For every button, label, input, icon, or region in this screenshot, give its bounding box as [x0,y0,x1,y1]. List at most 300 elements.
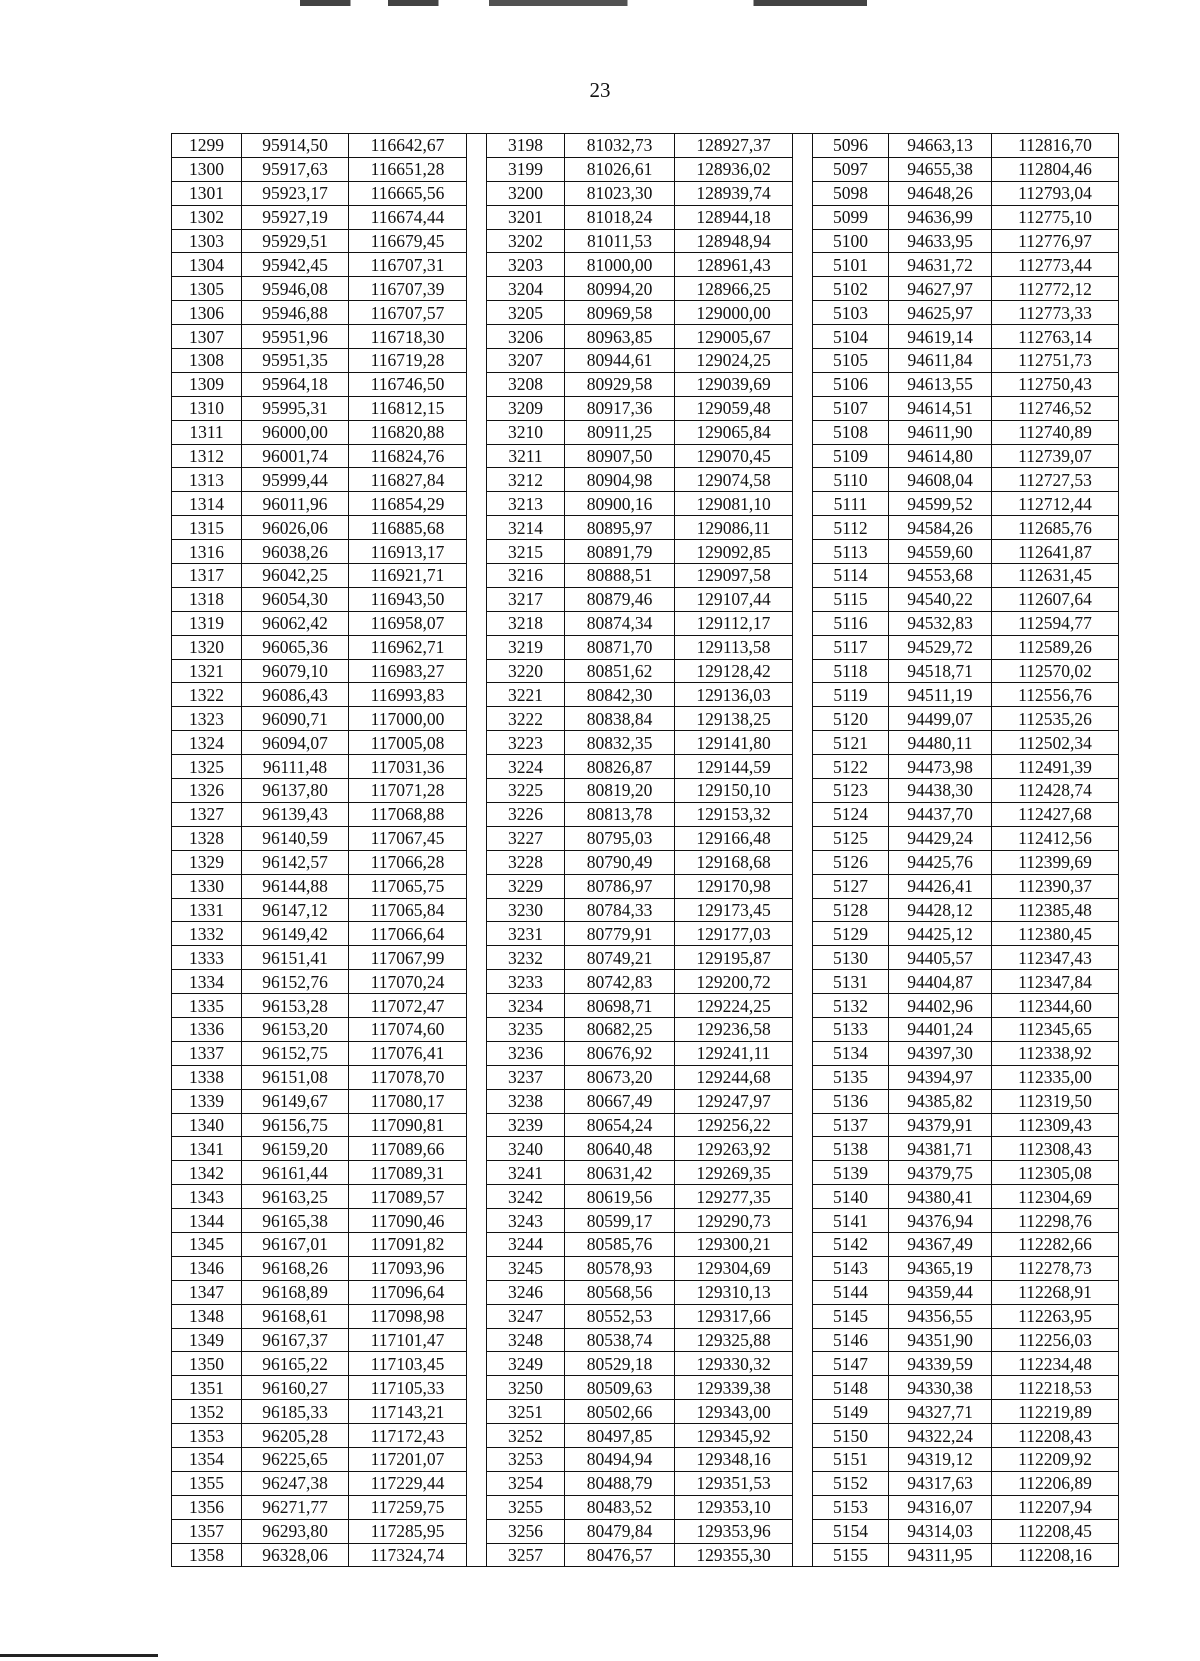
x-coordinate-b-cell: 80911,25 [565,420,675,444]
column-gap [467,707,487,731]
point-number-b-cell: 3228 [487,850,565,874]
y-coordinate-b-cell: 129241,11 [675,1041,793,1065]
column-gap [793,779,813,803]
y-coordinate-a-cell: 117101,47 [349,1328,467,1352]
point-number-a-cell: 1312 [172,444,242,468]
column-gap [793,253,813,277]
x-coordinate-a-cell: 95951,96 [242,325,349,349]
point-number-a-cell: 1355 [172,1471,242,1495]
y-coordinate-a-cell: 116820,88 [349,420,467,444]
point-number-c-cell: 5130 [813,946,889,970]
x-coordinate-c-cell: 94379,75 [889,1161,992,1185]
x-coordinate-a-cell: 96156,75 [242,1113,349,1137]
x-coordinate-b-cell: 80483,52 [565,1495,675,1519]
x-coordinate-a-cell: 96185,33 [242,1400,349,1424]
table-row [172,540,1119,564]
point-number-a-cell: 1324 [172,731,242,755]
point-number-a-cell: 1330 [172,874,242,898]
x-coordinate-a-cell: 96293,80 [242,1519,349,1543]
column-gap [467,492,487,516]
column-gap [467,611,487,635]
y-coordinate-c-cell: 112740,89 [992,420,1119,444]
y-coordinate-b-cell: 129141,80 [675,731,793,755]
point-number-a-cell: 1300 [172,157,242,181]
table-row [172,874,1119,898]
y-coordinate-c-cell: 112309,43 [992,1113,1119,1137]
column-gap [793,635,813,659]
column-gap [793,755,813,779]
column-gap [793,540,813,564]
x-coordinate-c-cell: 94532,83 [889,611,992,635]
table-row [172,683,1119,707]
x-coordinate-a-cell: 96000,00 [242,420,349,444]
y-coordinate-b-cell: 129300,21 [675,1232,793,1256]
y-coordinate-c-cell: 112208,43 [992,1424,1119,1448]
point-number-a-cell: 1308 [172,349,242,373]
y-coordinate-b-cell: 129173,45 [675,898,793,922]
column-gap [467,181,487,205]
x-coordinate-a-cell: 96152,76 [242,970,349,994]
x-coordinate-a-cell: 96140,59 [242,826,349,850]
y-coordinate-b-cell: 129317,66 [675,1304,793,1328]
x-coordinate-a-cell: 95999,44 [242,468,349,492]
column-gap [467,1519,487,1543]
x-coordinate-c-cell: 94611,84 [889,349,992,373]
x-coordinate-b-cell: 80826,87 [565,755,675,779]
column-gap [467,396,487,420]
y-coordinate-a-cell: 117090,81 [349,1113,467,1137]
y-coordinate-c-cell: 112219,89 [992,1400,1119,1424]
point-number-b-cell: 3201 [487,205,565,229]
x-coordinate-c-cell: 94394,97 [889,1065,992,1089]
point-number-a-cell: 1358 [172,1543,242,1567]
column-gap [793,516,813,540]
y-coordinate-b-cell: 129325,88 [675,1328,793,1352]
column-gap [467,1495,487,1519]
table-row [172,970,1119,994]
y-coordinate-a-cell: 116665,56 [349,181,467,205]
column-gap [793,1113,813,1137]
x-coordinate-a-cell: 96165,38 [242,1209,349,1233]
point-number-a-cell: 1318 [172,587,242,611]
column-gap [467,1065,487,1089]
y-coordinate-c-cell: 112727,53 [992,468,1119,492]
point-number-c-cell: 5127 [813,874,889,898]
x-coordinate-c-cell: 94379,91 [889,1113,992,1137]
point-number-a-cell: 1325 [172,755,242,779]
point-number-a-cell: 1323 [172,707,242,731]
point-number-b-cell: 3205 [487,301,565,325]
point-number-a-cell: 1304 [172,253,242,277]
column-gap [467,277,487,301]
x-coordinate-a-cell: 95923,17 [242,181,349,205]
x-coordinate-c-cell: 94614,51 [889,396,992,420]
x-coordinate-b-cell: 80682,25 [565,1017,675,1041]
y-coordinate-a-cell: 117005,08 [349,731,467,755]
column-gap [793,349,813,373]
table-row [172,779,1119,803]
y-coordinate-a-cell: 117089,57 [349,1185,467,1209]
x-coordinate-c-cell: 94404,87 [889,970,992,994]
column-gap [793,1017,813,1041]
y-coordinate-c-cell: 112399,69 [992,850,1119,874]
x-coordinate-a-cell: 95942,45 [242,253,349,277]
x-coordinate-b-cell: 80879,46 [565,587,675,611]
x-coordinate-b-cell: 80842,30 [565,683,675,707]
x-coordinate-a-cell: 95914,50 [242,134,349,158]
column-gap [793,468,813,492]
point-number-a-cell: 1346 [172,1256,242,1280]
y-coordinate-b-cell: 129065,84 [675,420,793,444]
table-row [172,1185,1119,1209]
table-row [172,1113,1119,1137]
x-coordinate-c-cell: 94339,59 [889,1352,992,1376]
x-coordinate-c-cell: 94625,97 [889,301,992,325]
point-number-a-cell: 1337 [172,1041,242,1065]
y-coordinate-a-cell: 116651,28 [349,157,467,181]
x-coordinate-a-cell: 96205,28 [242,1424,349,1448]
column-gap [467,1017,487,1041]
point-number-a-cell: 1334 [172,970,242,994]
y-coordinate-b-cell: 129304,69 [675,1256,793,1280]
column-gap [793,1209,813,1233]
y-coordinate-a-cell: 117078,70 [349,1065,467,1089]
y-coordinate-b-cell: 129144,59 [675,755,793,779]
y-coordinate-b-cell: 129086,11 [675,516,793,540]
y-coordinate-c-cell: 112589,26 [992,635,1119,659]
x-coordinate-a-cell: 96062,42 [242,611,349,635]
coordinate-table [171,133,1119,1567]
y-coordinate-b-cell: 129092,85 [675,540,793,564]
point-number-c-cell: 5119 [813,683,889,707]
column-gap [793,1280,813,1304]
point-number-c-cell: 5145 [813,1304,889,1328]
x-coordinate-b-cell: 80832,35 [565,731,675,755]
x-coordinate-a-cell: 96328,06 [242,1543,349,1567]
y-coordinate-a-cell: 116962,71 [349,635,467,659]
table-row [172,157,1119,181]
x-coordinate-b-cell: 81032,73 [565,134,675,158]
point-number-b-cell: 3235 [487,1017,565,1041]
y-coordinate-c-cell: 112298,76 [992,1209,1119,1233]
y-coordinate-a-cell: 117076,41 [349,1041,467,1065]
column-gap [793,1232,813,1256]
point-number-a-cell: 1322 [172,683,242,707]
table-row [172,181,1119,205]
point-number-c-cell: 5135 [813,1065,889,1089]
point-number-a-cell: 1332 [172,922,242,946]
x-coordinate-b-cell: 80619,56 [565,1185,675,1209]
y-coordinate-c-cell: 112338,92 [992,1041,1119,1065]
column-gap [467,731,487,755]
point-number-c-cell: 5140 [813,1185,889,1209]
column-gap [793,1089,813,1113]
column-gap [467,516,487,540]
point-number-b-cell: 3224 [487,755,565,779]
x-coordinate-c-cell: 94611,90 [889,420,992,444]
column-gap [793,1543,813,1567]
y-coordinate-c-cell: 112304,69 [992,1185,1119,1209]
column-gap [467,564,487,588]
point-number-a-cell: 1319 [172,611,242,635]
point-number-a-cell: 1328 [172,826,242,850]
x-coordinate-b-cell: 80895,97 [565,516,675,540]
point-number-b-cell: 3247 [487,1304,565,1328]
column-gap [793,850,813,874]
point-number-a-cell: 1343 [172,1185,242,1209]
point-number-c-cell: 5112 [813,516,889,540]
column-gap [467,1328,487,1352]
table-row [172,1256,1119,1280]
x-coordinate-a-cell: 95929,51 [242,229,349,253]
point-number-c-cell: 5110 [813,468,889,492]
column-gap [793,134,813,158]
table-row [172,1065,1119,1089]
y-coordinate-c-cell: 112763,14 [992,325,1119,349]
point-number-a-cell: 1348 [172,1304,242,1328]
point-number-c-cell: 5114 [813,564,889,588]
y-coordinate-a-cell: 116642,67 [349,134,467,158]
x-coordinate-b-cell: 80476,57 [565,1543,675,1567]
table-row [172,1376,1119,1400]
y-coordinate-b-cell: 129128,42 [675,659,793,683]
column-gap [793,922,813,946]
x-coordinate-b-cell: 80917,36 [565,396,675,420]
point-number-c-cell: 5102 [813,277,889,301]
y-coordinate-c-cell: 112556,76 [992,683,1119,707]
x-coordinate-c-cell: 94437,70 [889,802,992,826]
x-coordinate-c-cell: 94367,49 [889,1232,992,1256]
table-row [172,1471,1119,1495]
y-coordinate-a-cell: 117068,88 [349,802,467,826]
point-number-b-cell: 3251 [487,1400,565,1424]
y-coordinate-c-cell: 112428,74 [992,779,1119,803]
table-row [172,1232,1119,1256]
y-coordinate-c-cell: 112209,92 [992,1447,1119,1471]
x-coordinate-a-cell: 96165,22 [242,1352,349,1376]
point-number-b-cell: 3255 [487,1495,565,1519]
y-coordinate-a-cell: 117103,45 [349,1352,467,1376]
column-gap [467,229,487,253]
x-coordinate-c-cell: 94351,90 [889,1328,992,1352]
x-coordinate-c-cell: 94480,11 [889,731,992,755]
x-coordinate-c-cell: 94376,94 [889,1209,992,1233]
y-coordinate-a-cell: 116746,50 [349,372,467,396]
table-row [172,1161,1119,1185]
point-number-a-cell: 1336 [172,1017,242,1041]
x-coordinate-b-cell: 80779,91 [565,922,675,946]
x-coordinate-c-cell: 94319,12 [889,1447,992,1471]
column-gap [467,301,487,325]
table-row [172,898,1119,922]
y-coordinate-a-cell: 117201,07 [349,1447,467,1471]
y-coordinate-c-cell: 112751,73 [992,349,1119,373]
table-row [172,564,1119,588]
point-number-a-cell: 1316 [172,540,242,564]
table-row [172,1089,1119,1113]
point-number-a-cell: 1352 [172,1400,242,1424]
point-number-a-cell: 1302 [172,205,242,229]
column-gap [793,1137,813,1161]
point-number-a-cell: 1307 [172,325,242,349]
y-coordinate-b-cell: 129113,58 [675,635,793,659]
point-number-c-cell: 5100 [813,229,889,253]
column-gap [793,731,813,755]
point-number-c-cell: 5126 [813,850,889,874]
column-gap [793,444,813,468]
point-number-b-cell: 3232 [487,946,565,970]
column-gap [467,850,487,874]
x-coordinate-a-cell: 95927,19 [242,205,349,229]
y-coordinate-c-cell: 112750,43 [992,372,1119,396]
point-number-a-cell: 1341 [172,1137,242,1161]
point-number-c-cell: 5148 [813,1376,889,1400]
table-body [172,134,1119,1567]
table-row [172,1447,1119,1471]
x-coordinate-b-cell: 80676,92 [565,1041,675,1065]
x-coordinate-a-cell: 96001,74 [242,444,349,468]
column-gap [467,994,487,1018]
y-coordinate-b-cell: 129059,48 [675,396,793,420]
x-coordinate-b-cell: 80994,20 [565,277,675,301]
y-coordinate-b-cell: 128927,37 [675,134,793,158]
table-row [172,850,1119,874]
point-number-c-cell: 5128 [813,898,889,922]
x-coordinate-c-cell: 94397,30 [889,1041,992,1065]
column-gap [793,1400,813,1424]
column-gap [467,1304,487,1328]
column-gap [793,301,813,325]
point-number-a-cell: 1315 [172,516,242,540]
point-number-b-cell: 3218 [487,611,565,635]
column-gap [793,492,813,516]
y-coordinate-a-cell: 117090,46 [349,1209,467,1233]
y-coordinate-b-cell: 129039,69 [675,372,793,396]
table-row [172,1017,1119,1041]
x-coordinate-c-cell: 94438,30 [889,779,992,803]
column-gap [793,994,813,1018]
column-gap [793,874,813,898]
point-number-b-cell: 3200 [487,181,565,205]
point-number-a-cell: 1342 [172,1161,242,1185]
point-number-a-cell: 1345 [172,1232,242,1256]
x-coordinate-a-cell: 96079,10 [242,659,349,683]
x-coordinate-a-cell: 96139,43 [242,802,349,826]
point-number-b-cell: 3240 [487,1137,565,1161]
table-row [172,205,1119,229]
point-number-c-cell: 5137 [813,1113,889,1137]
column-gap [793,1304,813,1328]
y-coordinate-c-cell: 112772,12 [992,277,1119,301]
y-coordinate-c-cell: 112641,87 [992,540,1119,564]
column-gap [793,229,813,253]
point-number-c-cell: 5108 [813,420,889,444]
y-coordinate-c-cell: 112206,89 [992,1471,1119,1495]
point-number-b-cell: 3252 [487,1424,565,1448]
x-coordinate-a-cell: 96247,38 [242,1471,349,1495]
y-coordinate-c-cell: 112207,94 [992,1495,1119,1519]
y-coordinate-c-cell: 112793,04 [992,181,1119,205]
y-coordinate-c-cell: 112256,03 [992,1328,1119,1352]
x-coordinate-b-cell: 80790,49 [565,850,675,874]
x-coordinate-a-cell: 96111,48 [242,755,349,779]
x-coordinate-b-cell: 81018,24 [565,205,675,229]
y-coordinate-c-cell: 112344,60 [992,994,1119,1018]
x-coordinate-a-cell: 96011,96 [242,492,349,516]
point-number-a-cell: 1310 [172,396,242,420]
x-coordinate-a-cell: 96163,25 [242,1185,349,1209]
table-row [172,826,1119,850]
x-coordinate-b-cell: 80838,84 [565,707,675,731]
column-gap [467,802,487,826]
x-coordinate-c-cell: 94648,26 [889,181,992,205]
y-coordinate-b-cell: 128966,25 [675,277,793,301]
column-gap [467,1280,487,1304]
column-gap [467,325,487,349]
y-coordinate-b-cell: 129224,25 [675,994,793,1018]
x-coordinate-c-cell: 94402,96 [889,994,992,1018]
point-number-c-cell: 5117 [813,635,889,659]
column-gap [467,157,487,181]
column-gap [467,922,487,946]
y-coordinate-c-cell: 112278,73 [992,1256,1119,1280]
x-coordinate-b-cell: 80673,20 [565,1065,675,1089]
x-coordinate-c-cell: 94380,41 [889,1185,992,1209]
y-coordinate-c-cell: 112570,02 [992,659,1119,683]
x-coordinate-b-cell: 80891,79 [565,540,675,564]
point-number-b-cell: 3249 [487,1352,565,1376]
y-coordinate-a-cell: 116812,15 [349,396,467,420]
x-coordinate-c-cell: 94426,41 [889,874,992,898]
point-number-b-cell: 3256 [487,1519,565,1543]
y-coordinate-c-cell: 112491,39 [992,755,1119,779]
x-coordinate-b-cell: 80907,50 [565,444,675,468]
y-coordinate-a-cell: 117074,60 [349,1017,467,1041]
point-number-a-cell: 1356 [172,1495,242,1519]
point-number-c-cell: 5121 [813,731,889,755]
y-coordinate-a-cell: 116707,39 [349,277,467,301]
point-number-c-cell: 5141 [813,1209,889,1233]
table-row [172,301,1119,325]
point-number-c-cell: 5129 [813,922,889,946]
column-gap [467,1137,487,1161]
column-gap [467,946,487,970]
y-coordinate-a-cell: 117089,31 [349,1161,467,1185]
point-number-b-cell: 3237 [487,1065,565,1089]
table-row [172,1400,1119,1424]
y-coordinate-b-cell: 129024,25 [675,349,793,373]
y-coordinate-b-cell: 128961,43 [675,253,793,277]
table-row [172,1328,1119,1352]
point-number-b-cell: 3227 [487,826,565,850]
column-gap [467,683,487,707]
table-row [172,946,1119,970]
point-number-b-cell: 3226 [487,802,565,826]
y-coordinate-b-cell: 129074,58 [675,468,793,492]
x-coordinate-b-cell: 80502,66 [565,1400,675,1424]
x-coordinate-b-cell: 80904,98 [565,468,675,492]
point-number-c-cell: 5150 [813,1424,889,1448]
point-number-b-cell: 3210 [487,420,565,444]
point-number-a-cell: 1357 [172,1519,242,1543]
y-coordinate-c-cell: 112347,43 [992,946,1119,970]
y-coordinate-a-cell: 117324,74 [349,1543,467,1567]
x-coordinate-a-cell: 96149,42 [242,922,349,946]
y-coordinate-b-cell: 129343,00 [675,1400,793,1424]
column-gap [467,659,487,683]
table-row [172,1424,1119,1448]
point-number-a-cell: 1326 [172,779,242,803]
